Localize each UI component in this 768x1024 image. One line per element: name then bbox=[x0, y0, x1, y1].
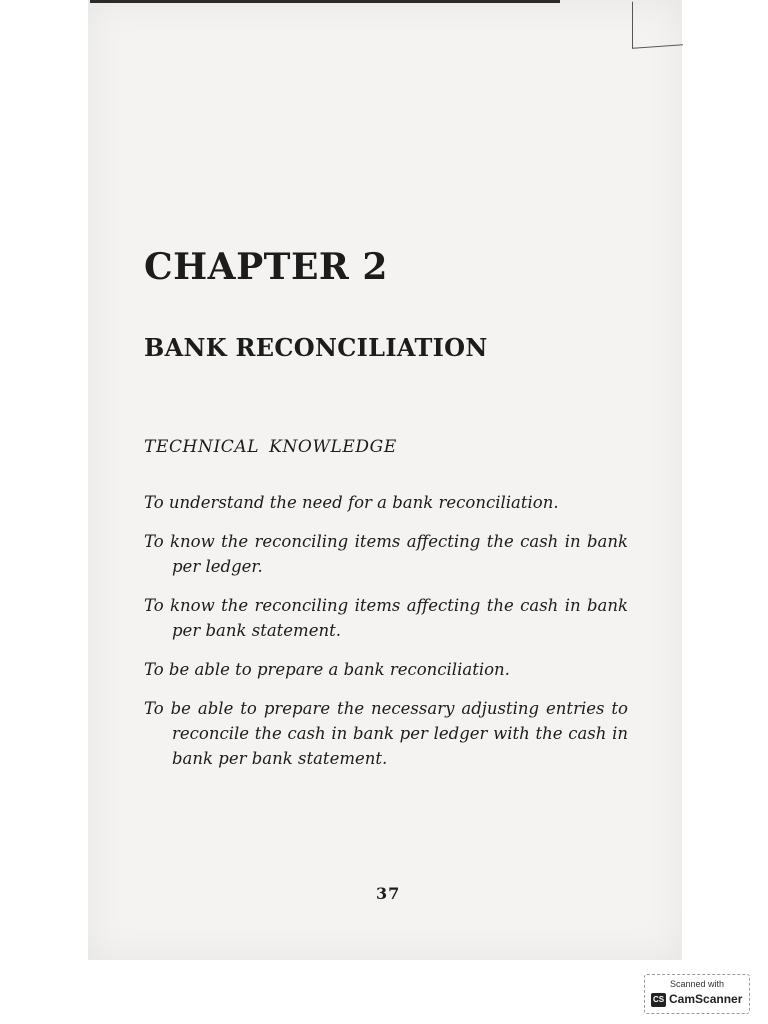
camscanner-badge bbox=[644, 974, 750, 1014]
objective-item: To be able to prepare a bank reconciliation. bbox=[144, 660, 510, 679]
objective-item: To know the reconciling items affecting the cash in bank per ledger. bbox=[144, 532, 628, 576]
objectives-list bbox=[144, 490, 628, 785]
page-edge-line bbox=[90, 0, 560, 3]
chapter-heading: CHAPTER 2 bbox=[144, 246, 388, 288]
technical-knowledge-heading: TECHNICAL KNOWLEDGE bbox=[144, 437, 397, 457]
objective-item: To be able to prepare the necessary adjusting entries to reconcile the cash in bank per ledger with the cash in bank per bank statement. bbox=[144, 699, 628, 768]
page-corner-mark bbox=[632, 0, 683, 49]
page-number: 37 bbox=[376, 884, 401, 903]
camscanner-logo-icon: CS bbox=[651, 993, 666, 1007]
badge-caption: Scanned with bbox=[669, 979, 725, 989]
badge-app-name: CamScanner bbox=[669, 992, 743, 1006]
section-title: BANK RECONCILIATION bbox=[144, 333, 488, 362]
objective-item: To understand the need for a bank reconciliation. bbox=[144, 493, 559, 512]
objective-item: To know the reconciling items affecting the cash in bank per bank statement. bbox=[144, 596, 628, 640]
scanned-page bbox=[88, 0, 682, 960]
